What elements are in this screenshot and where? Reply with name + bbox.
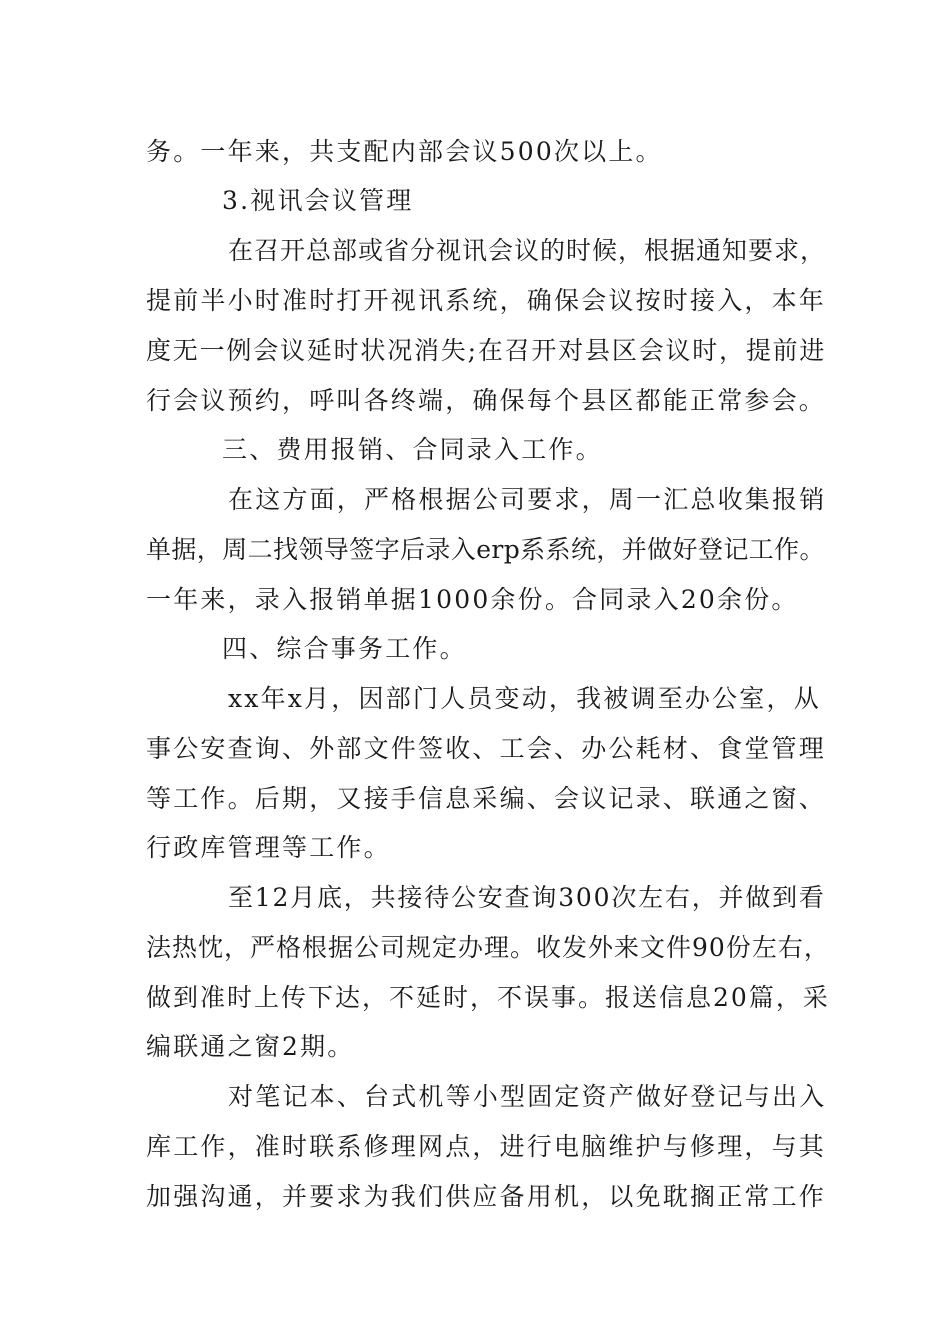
text-line: 单据，周二找领导签字后录入erp系系统，并做好登记工作。 [146,535,825,564]
text-line: 在这方面，严格根据公司要求，周一汇总收集报销 [228,485,827,514]
text-line: 法热忱，严格根据公司规定办理。收发外来文件90份左右， [146,933,830,962]
text-line: 度无一例会议延时状况消失;在召开对县区会议时，提前进 [146,336,827,365]
text-line: 一年来，录入报销单据1000余份。合同录入20余份。 [146,585,799,614]
text-line: xx年x月，因部门人员变动，我被调至办公室，从 [228,684,821,713]
section-heading: 3.视讯会议管理 [222,186,414,215]
text-line: 行政库管理等工作。 [146,833,391,862]
text-line: 在召开总部或省分视讯会议的时候，根据通知要求， [228,236,827,265]
text-line: 对笔记本、台式机等小型固定资产做好登记与出入 [228,1082,827,1111]
text-line: 加强沟通，并要求为我们供应备用机，以免耽搁正常工作 [146,1182,827,1211]
section-heading: 四、综合事务工作。 [222,634,467,663]
text-line: 务。一年来，共支配内部会议500次以上。 [146,137,663,166]
text-line: 至12月底，共接待公安查询300次左右，并做到看 [228,883,826,912]
text-line: 事公安查询、外部文件签收、工会、办公耗材、食堂管理 [146,734,827,763]
text-line: 行会议预约，呼叫各终端，确保每个县区都能正常参会。 [146,386,827,415]
text-line: 做到准时上传下达，不延时，不误事。报送信息20篇，采 [146,983,830,1012]
text-line: 提前半小时准时打开视讯系统，确保会议按时接入，本年 [146,286,827,315]
section-heading: 三、费用报销、合同录入工作。 [222,435,603,464]
text-line: 编联通之窗2期。 [146,1032,355,1061]
text-line: 库工作，准时联系修理网点，进行电脑维护与修理，与其 [146,1132,827,1161]
text-line: 等工作。后期，又接手信息采编、会议记录、联通之窗、 [146,784,827,813]
